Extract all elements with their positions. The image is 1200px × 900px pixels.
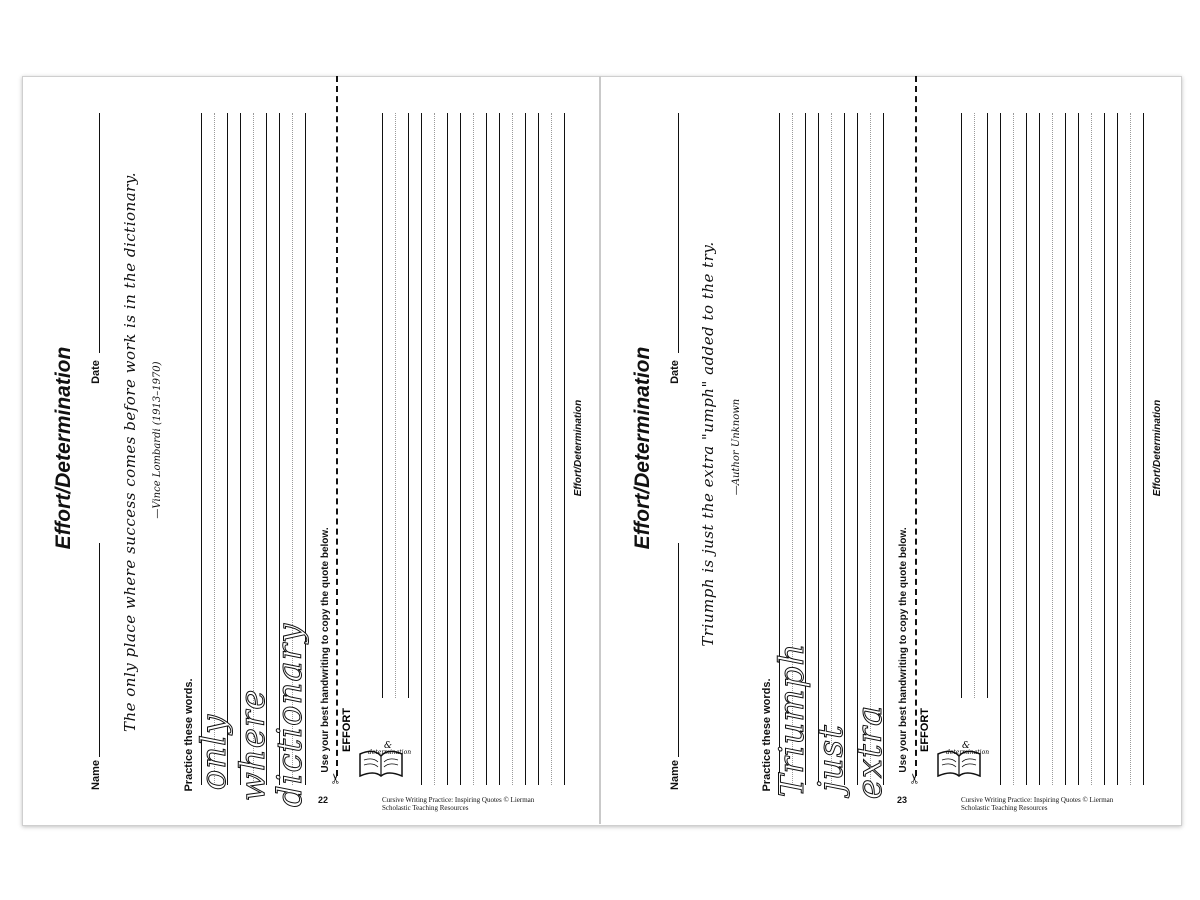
credit-line-1: Cursive Writing Practice: Inspiring Quotes © Lierman [382, 796, 535, 804]
credit-line [961, 796, 1113, 812]
writing-rule[interactable] [1078, 113, 1079, 785]
practice-rule [266, 113, 267, 785]
practice-label: Practice these words. [761, 678, 773, 792]
date-label: Date [669, 360, 681, 384]
writing-rule[interactable] [486, 113, 487, 785]
writing-rule[interactable] [1000, 113, 1001, 785]
writing-midline [473, 113, 474, 785]
practice-rule [227, 113, 228, 785]
practice-rule [201, 113, 202, 785]
svg-text:&: & [962, 741, 971, 751]
writing-rule[interactable] [538, 113, 539, 785]
practice-midline [870, 113, 871, 785]
writing-midline [512, 113, 513, 785]
page-title: Effort/Determination [52, 346, 75, 550]
practice-rule [844, 113, 845, 785]
practice-midline [831, 113, 832, 785]
practice-rule [240, 113, 241, 785]
writing-rule[interactable] [961, 113, 962, 698]
writing-midline [1013, 113, 1014, 785]
credit-line-2: Scholastic Teaching Resources [382, 804, 469, 812]
name-line[interactable] [678, 543, 679, 757]
cut-line [336, 76, 338, 776]
date-line[interactable] [678, 113, 679, 353]
practice-midline [214, 113, 215, 785]
writing-rule[interactable] [408, 113, 409, 698]
practice-word: dictionary [270, 622, 310, 808]
writing-rule[interactable] [1143, 113, 1144, 785]
cut-line [915, 76, 917, 776]
writing-rule[interactable] [525, 113, 526, 785]
practice-rule [883, 113, 884, 785]
copy-instruction: Use your best handwriting to copy the quote below. [319, 527, 331, 773]
svg-text:determination: determination [368, 749, 412, 756]
writing-midline [551, 113, 552, 785]
writing-rule[interactable] [1104, 113, 1105, 785]
page-gutter [599, 76, 601, 824]
writing-midline [974, 113, 975, 698]
name-label: Name [669, 760, 681, 790]
scissors-icon: ✂ [906, 772, 923, 785]
writing-rule[interactable] [447, 113, 448, 785]
writing-rule[interactable] [382, 113, 383, 698]
page-number: 23 [897, 795, 908, 805]
credit-line [382, 796, 534, 812]
quote-text: The only place where success comes before work is in the dictionary. [121, 171, 139, 733]
writing-rule[interactable] [499, 113, 500, 785]
quote-author: —Author Unknown [730, 398, 742, 496]
practice-word: extra [850, 704, 890, 800]
page-number: 22 [318, 795, 329, 805]
credit-line-2: Scholastic Teaching Resources [961, 804, 1048, 812]
svg-text:&: & [384, 741, 393, 751]
writing-rule[interactable] [564, 113, 565, 785]
writing-rule[interactable] [421, 113, 422, 785]
practice-rule [857, 113, 858, 785]
copy-instruction: Use your best handwriting to copy the quote below. [897, 527, 909, 773]
footer-title: Effort/Determination [572, 399, 584, 497]
practice-word: where [233, 688, 273, 802]
scissors-icon: ✂ [327, 772, 344, 785]
writing-rule[interactable] [1026, 113, 1027, 785]
writing-midline [1052, 113, 1053, 785]
svg-text:EFFORT: EFFORT [919, 708, 931, 752]
name-label: Name [90, 760, 102, 790]
footer-title: Effort/Determination [1151, 399, 1163, 497]
writing-midline [1130, 113, 1131, 785]
practice-label: Practice these words. [183, 678, 195, 792]
quote-text: Triumph is just the extra "umph" added to the try. [699, 241, 717, 647]
writing-rule[interactable] [1117, 113, 1118, 785]
quote-author: —Vince Lombardi (1913–1970) [151, 361, 163, 519]
date-label: Date [90, 360, 102, 384]
practice-word: Triumph [772, 642, 812, 798]
practice-word: only [194, 713, 234, 791]
credit-line-1: Cursive Writing Practice: Inspiring Quotes © Lierman [961, 796, 1114, 804]
page-title: Effort/Determination [631, 346, 654, 550]
writing-midline [1091, 113, 1092, 785]
writing-rule[interactable] [1065, 113, 1066, 785]
effort-determination-logo [919, 708, 990, 780]
svg-text:EFFORT: EFFORT [341, 708, 353, 752]
writing-midline [395, 113, 396, 698]
name-line[interactable] [99, 543, 100, 757]
practice-rule [818, 113, 819, 785]
writing-rule[interactable] [460, 113, 461, 785]
svg-text:determination: determination [946, 749, 990, 756]
writing-rule[interactable] [987, 113, 988, 698]
practice-word: just [811, 724, 851, 792]
date-line[interactable] [99, 113, 100, 353]
writing-midline [434, 113, 435, 785]
practice-midline [253, 113, 254, 785]
effort-determination-logo [341, 708, 412, 780]
writing-rule[interactable] [1039, 113, 1040, 785]
